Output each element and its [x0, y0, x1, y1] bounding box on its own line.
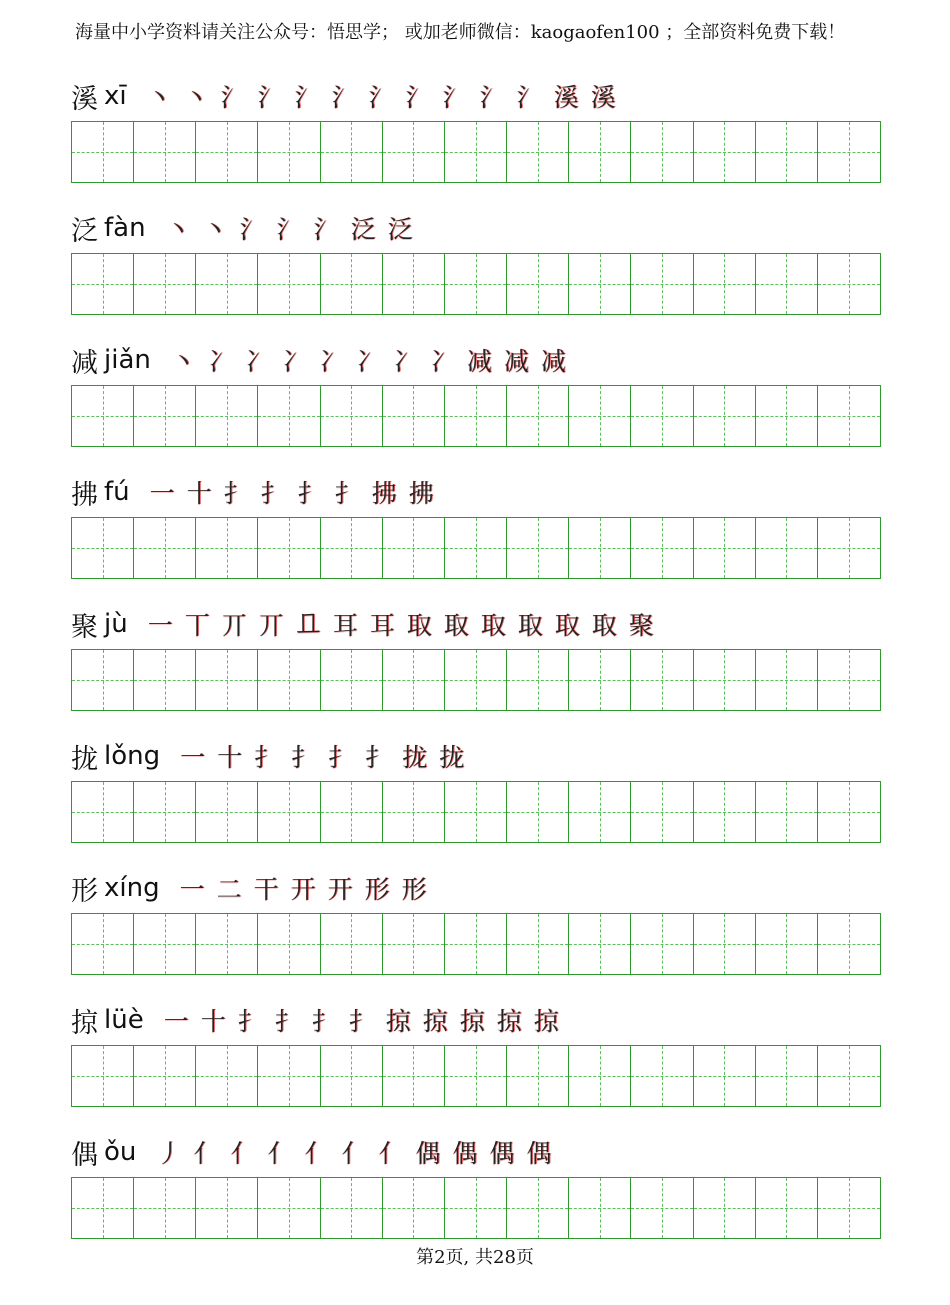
writing-cell [321, 914, 383, 974]
stroke-step: 二 [216, 875, 242, 904]
stroke-step: 丶 [170, 347, 196, 376]
writing-cell [258, 518, 320, 578]
stroke-step: 扌 [223, 479, 249, 508]
writing-cell [569, 386, 631, 446]
writing-cell [258, 386, 320, 446]
writing-cell [258, 1046, 320, 1106]
pinyin-label: ǒu [104, 1137, 137, 1167]
pinyin-label: jiǎn [104, 345, 151, 375]
writing-cell [569, 518, 631, 578]
stroke-step: 一 [147, 611, 173, 640]
stroke-step: 减 [503, 347, 529, 376]
stroke-step: 掠 [533, 1007, 559, 1036]
practice-entry [71, 204, 881, 338]
stroke-step: 一 [149, 479, 175, 508]
stroke-order-sequence [150, 1134, 557, 1170]
stroke-step: 亻 [267, 1139, 293, 1168]
writing-cell [196, 386, 258, 446]
stroke-order-sequence [141, 78, 622, 114]
writing-cell [72, 1178, 134, 1238]
writing-cell [196, 518, 258, 578]
tianzige-writing-grid [71, 781, 881, 843]
writing-cell [134, 782, 196, 842]
writing-cell [383, 1178, 445, 1238]
writing-cell [445, 254, 507, 314]
writing-cell [445, 650, 507, 710]
writing-cell [631, 650, 693, 710]
practice-entry [71, 996, 881, 1130]
stroke-step: 取 [591, 611, 617, 640]
writing-cell [569, 122, 631, 182]
stroke-order-sequence [160, 210, 419, 246]
writing-cell [507, 1178, 569, 1238]
stroke-step: 冫 [392, 347, 418, 376]
writing-cell [258, 782, 320, 842]
stroke-step: 氵 [257, 83, 283, 112]
writing-cell [818, 914, 880, 974]
writing-cell [507, 914, 569, 974]
writing-cell [445, 1046, 507, 1106]
stroke-step: 偶 [526, 1139, 552, 1168]
stroke-step: 冫 [281, 347, 307, 376]
writing-cell [694, 1046, 756, 1106]
writing-cell [756, 650, 818, 710]
writing-cell [818, 1178, 880, 1238]
writing-cell [694, 254, 756, 314]
stroke-step: 氵 [368, 83, 394, 112]
writing-cell [321, 1178, 383, 1238]
writing-cell [321, 386, 383, 446]
writing-cell [694, 1178, 756, 1238]
writing-cell [694, 518, 756, 578]
writing-cell [756, 1046, 818, 1106]
entry-heading [71, 996, 565, 1044]
writing-cell [756, 914, 818, 974]
writing-cell [507, 1046, 569, 1106]
writing-cell [694, 914, 756, 974]
entry-heading [71, 732, 470, 780]
writing-cell [569, 914, 631, 974]
pinyin-label: fàn [104, 213, 146, 243]
writing-cell [383, 518, 445, 578]
practice-entry [71, 1128, 881, 1262]
entry-heading [71, 204, 419, 252]
writing-cell [72, 386, 134, 446]
stroke-step: 溪 [553, 83, 579, 112]
writing-cell [134, 1178, 196, 1238]
stroke-order-sequence [165, 342, 572, 378]
stroke-step: 聚 [628, 611, 654, 640]
writing-cell [445, 782, 507, 842]
entry-heading [71, 468, 440, 516]
stroke-step: 扌 [334, 479, 360, 508]
writing-cell [72, 650, 134, 710]
pinyin-label: lǒng [104, 741, 161, 771]
writing-cell [756, 1178, 818, 1238]
stroke-step: 亻 [230, 1139, 256, 1168]
stroke-step: 氵 [276, 215, 302, 244]
stroke-step: 取 [443, 611, 469, 640]
writing-cell [258, 1178, 320, 1238]
stroke-step: 氵 [294, 83, 320, 112]
pinyin-label: xíng [104, 873, 160, 903]
writing-cell [818, 650, 880, 710]
stroke-step: 丌 [258, 611, 284, 640]
stroke-step: 丿 [156, 1139, 182, 1168]
practice-entry [71, 732, 881, 866]
stroke-step: 𠀃 [295, 609, 321, 638]
practice-entry [71, 72, 881, 206]
stroke-step: 冫 [244, 347, 270, 376]
stroke-step: 丌 [221, 611, 247, 640]
hanzi-character: 泛 [71, 215, 98, 247]
writing-cell [196, 1046, 258, 1106]
stroke-step: 十 [186, 479, 212, 508]
writing-cell [196, 1178, 258, 1238]
stroke-step: 取 [406, 611, 432, 640]
writing-cell [445, 518, 507, 578]
practice-entry [71, 336, 881, 470]
stroke-step: 丶 [165, 215, 191, 244]
writing-cell [694, 650, 756, 710]
stroke-step: 扌 [311, 1007, 337, 1036]
stroke-step: 扌 [365, 743, 391, 772]
writing-cell [134, 386, 196, 446]
stroke-step: 冫 [207, 347, 233, 376]
writing-cell [631, 386, 693, 446]
stroke-step: 丅 [184, 611, 210, 640]
stroke-step: 一 [180, 743, 206, 772]
stroke-step: 氵 [220, 83, 246, 112]
writing-cell [196, 254, 258, 314]
stroke-step: 耳 [369, 611, 395, 640]
stroke-step: 形 [401, 875, 427, 904]
writing-cell [631, 518, 693, 578]
writing-cell [72, 1046, 134, 1106]
tianzige-writing-grid [71, 385, 881, 447]
writing-cell [631, 914, 693, 974]
writing-cell [818, 1046, 880, 1106]
stroke-step: 掠 [385, 1007, 411, 1036]
writing-cell [383, 254, 445, 314]
writing-cell [756, 254, 818, 314]
writing-cell [445, 122, 507, 182]
stroke-order-sequence [158, 1002, 565, 1038]
stroke-order-sequence [142, 606, 660, 642]
stroke-step: 偶 [489, 1139, 515, 1168]
practice-entry [71, 468, 881, 602]
stroke-step: 掠 [422, 1007, 448, 1036]
writing-cell [818, 518, 880, 578]
writing-cell [694, 122, 756, 182]
practice-entry [71, 600, 881, 734]
writing-cell [383, 122, 445, 182]
writing-cell [569, 1046, 631, 1106]
tianzige-writing-grid [71, 121, 881, 183]
stroke-step: 扌 [254, 743, 280, 772]
writing-cell [507, 518, 569, 578]
writing-cell [569, 650, 631, 710]
stroke-step: 扌 [348, 1007, 374, 1036]
stroke-step: 亻 [378, 1139, 404, 1168]
writing-cell [134, 650, 196, 710]
writing-cell [631, 1178, 693, 1238]
writing-cell [134, 1046, 196, 1106]
writing-cell [507, 254, 569, 314]
stroke-step: 氵 [516, 83, 542, 112]
entry-heading [71, 72, 622, 120]
stroke-step: 泛 [350, 215, 376, 244]
hanzi-character: 溪 [71, 83, 98, 115]
writing-cell [631, 254, 693, 314]
writing-cell [507, 650, 569, 710]
writing-cell [258, 122, 320, 182]
tianzige-writing-grid [71, 649, 881, 711]
hanzi-character: 聚 [71, 611, 98, 643]
stroke-step: 扌 [237, 1007, 263, 1036]
writing-cell [321, 122, 383, 182]
stroke-step: 亻 [304, 1139, 330, 1168]
hanzi-character: 减 [71, 347, 98, 379]
writing-cell [631, 1046, 693, 1106]
writing-cell [818, 782, 880, 842]
writing-cell [818, 254, 880, 314]
writing-cell [507, 122, 569, 182]
page-number: 第2页, 共28页 [416, 1247, 534, 1268]
stroke-step: 取 [554, 611, 580, 640]
stroke-step: 氵 [479, 83, 505, 112]
stroke-step: 扌 [274, 1007, 300, 1036]
writing-cell [631, 782, 693, 842]
writing-cell [321, 1046, 383, 1106]
stroke-step: 形 [364, 875, 390, 904]
stroke-step: 掠 [496, 1007, 522, 1036]
writing-cell [756, 122, 818, 182]
writing-cell [196, 782, 258, 842]
writing-cell [321, 650, 383, 710]
stroke-step: 一 [179, 875, 205, 904]
pinyin-label: lüè [104, 1005, 144, 1035]
stroke-step: 偶 [415, 1139, 441, 1168]
tianzige-writing-grid [71, 253, 881, 315]
stroke-step: 亻 [193, 1139, 219, 1168]
entry-heading [71, 600, 660, 648]
stroke-step: 拢 [439, 743, 465, 772]
writing-cell [134, 518, 196, 578]
stroke-step: 扌 [328, 743, 354, 772]
writing-cell [383, 782, 445, 842]
writing-cell [72, 782, 134, 842]
stroke-step: 偶 [452, 1139, 478, 1168]
writing-cell [383, 1046, 445, 1106]
stroke-step: 扌 [291, 743, 317, 772]
page-header: 海量中小学资料请关注公众号：悟思学； 或加老师微信：kaogaofen100 ；全部资料免费下载！ [75, 22, 846, 43]
writing-cell [445, 386, 507, 446]
writing-cell [258, 254, 320, 314]
writing-cell [694, 782, 756, 842]
stroke-step: 开 [290, 875, 316, 904]
hanzi-character: 偶 [71, 1139, 98, 1171]
entry-heading [71, 336, 572, 384]
writing-cell [72, 914, 134, 974]
writing-cell [756, 386, 818, 446]
stroke-step: 亻 [341, 1139, 367, 1168]
stroke-step: 减 [540, 347, 566, 376]
writing-cell [321, 254, 383, 314]
writing-cell [694, 386, 756, 446]
stroke-step: 取 [480, 611, 506, 640]
pinyin-label: jù [104, 609, 128, 639]
writing-cell [445, 914, 507, 974]
writing-cell [196, 650, 258, 710]
entry-heading [71, 1128, 557, 1176]
stroke-step: 冫 [429, 347, 455, 376]
writing-cell [258, 650, 320, 710]
stroke-step: 溪 [590, 83, 616, 112]
stroke-step: 掠 [459, 1007, 485, 1036]
stroke-step: 拂 [408, 479, 434, 508]
stroke-order-sequence [144, 474, 440, 510]
stroke-step: 拂 [371, 479, 397, 508]
stroke-step: 干 [253, 875, 279, 904]
writing-cell [258, 914, 320, 974]
writing-cell [134, 254, 196, 314]
writing-cell [72, 518, 134, 578]
stroke-step: 取 [517, 611, 543, 640]
stroke-step: 十 [200, 1007, 226, 1036]
stroke-step: 氵 [331, 83, 357, 112]
tianzige-writing-grid [71, 1177, 881, 1239]
hanzi-character: 掠 [71, 1007, 98, 1039]
stroke-step: 氵 [442, 83, 468, 112]
stroke-step: 减 [466, 347, 492, 376]
stroke-step: 冫 [318, 347, 344, 376]
stroke-step: 十 [217, 743, 243, 772]
stroke-step: 冫 [355, 347, 381, 376]
writing-cell [134, 122, 196, 182]
hanzi-character: 拂 [71, 479, 98, 511]
writing-cell [321, 782, 383, 842]
stroke-step: 丶 [146, 83, 172, 112]
writing-cell [569, 1178, 631, 1238]
writing-cell [507, 782, 569, 842]
hanzi-character: 形 [71, 875, 98, 907]
writing-cell [756, 518, 818, 578]
stroke-step: 耳 [332, 611, 358, 640]
pinyin-label: xī [104, 81, 127, 111]
writing-cell [569, 254, 631, 314]
writing-cell [818, 386, 880, 446]
writing-cell [134, 914, 196, 974]
stroke-step: 丶 [202, 215, 228, 244]
writing-cell [445, 1178, 507, 1238]
writing-cell [818, 122, 880, 182]
stroke-step: 丶 [183, 83, 209, 112]
stroke-step: 氵 [313, 215, 339, 244]
pinyin-label: fú [104, 477, 130, 507]
stroke-step: 氵 [239, 215, 265, 244]
tianzige-writing-grid [71, 913, 881, 975]
tianzige-writing-grid [71, 1045, 881, 1107]
entry-heading [71, 864, 433, 912]
writing-cell [383, 914, 445, 974]
practice-entry [71, 864, 881, 998]
writing-cell [383, 650, 445, 710]
stroke-step: 一 [163, 1007, 189, 1036]
writing-cell [196, 914, 258, 974]
writing-cell [383, 386, 445, 446]
writing-cell [631, 122, 693, 182]
stroke-order-sequence [174, 870, 433, 906]
stroke-step: 泛 [387, 215, 413, 244]
stroke-step: 扌 [297, 479, 323, 508]
tianzige-writing-grid [71, 517, 881, 579]
writing-cell [507, 386, 569, 446]
writing-cell [756, 782, 818, 842]
writing-cell [569, 782, 631, 842]
writing-cell [321, 518, 383, 578]
writing-cell [196, 122, 258, 182]
stroke-step: 氵 [405, 83, 431, 112]
stroke-step: 拢 [402, 743, 428, 772]
stroke-step: 扌 [260, 479, 286, 508]
stroke-step: 开 [327, 875, 353, 904]
stroke-order-sequence [174, 738, 470, 774]
writing-cell [72, 254, 134, 314]
writing-cell [72, 122, 134, 182]
hanzi-character: 拢 [71, 743, 98, 775]
